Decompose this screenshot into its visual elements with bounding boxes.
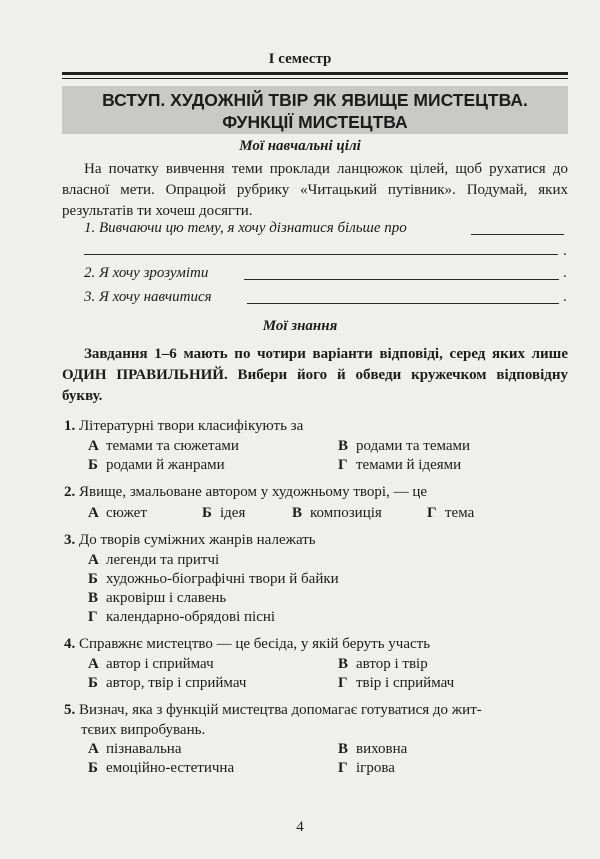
question-2 bbox=[64, 482, 568, 502]
q2-option-v[interactable]: В композиція bbox=[292, 505, 382, 521]
q1-option-b[interactable]: Б родами й жанрами bbox=[88, 457, 225, 473]
knowledge-heading: Мої знання bbox=[262, 318, 338, 334]
question-3 bbox=[64, 530, 568, 550]
q3-option-g[interactable]: Г календарно-обрядові пісні bbox=[88, 609, 276, 625]
q2-option-a[interactable]: А сюжет bbox=[88, 505, 147, 521]
page-number: 4 bbox=[296, 819, 304, 835]
goal-item-2-label: 2. Я хочу зрозуміти bbox=[84, 265, 209, 281]
question-1-number: 1. bbox=[64, 418, 76, 434]
q4-option-a[interactable]: А автор і сприймач bbox=[88, 656, 214, 672]
goal-item-2-dot: . bbox=[563, 265, 567, 281]
question-3-number: 3. bbox=[64, 532, 76, 548]
question-5-number: 5. bbox=[64, 702, 76, 718]
question-5-text-line1: Визнач, яка з функцій мистецтва допомагає готуватися до жит- bbox=[79, 702, 482, 718]
topic-title-box bbox=[62, 86, 568, 134]
question-5 bbox=[64, 700, 568, 740]
task-instructions: Завдання 1–6 мають по чотири варіанти відповіді, серед яких лише ОДИН ПРАВИЛЬНИЙ. Вибери його й обведи кружечком відповідну букву. bbox=[62, 346, 568, 404]
q5-option-a[interactable]: А пізнавальна bbox=[88, 741, 182, 757]
q5-option-g[interactable]: Г ігрова bbox=[338, 760, 395, 776]
header-rule-thin bbox=[62, 78, 568, 79]
q3-option-v[interactable]: В акровірш і славень bbox=[88, 590, 227, 606]
q4-option-b[interactable]: Б автор, твір і сприймач bbox=[88, 675, 247, 691]
goal-item-1 bbox=[84, 220, 568, 240]
goal-item-2-blank[interactable] bbox=[244, 265, 559, 280]
question-2-text: Явище, змальоване автором у художньому творі, — це bbox=[79, 484, 428, 500]
q2-option-b[interactable]: Б ідея bbox=[202, 505, 246, 521]
q1-option-g[interactable]: Г темами й ідеями bbox=[338, 457, 462, 473]
q5-option-b[interactable]: Б емоційно-естетична bbox=[88, 760, 235, 776]
question-4-number: 4. bbox=[64, 636, 76, 652]
q3-option-a[interactable]: А легенди та притчі bbox=[88, 552, 220, 568]
q4-option-g[interactable]: Г твір і сприймач bbox=[338, 675, 455, 691]
q1-option-v[interactable]: В родами та темами bbox=[338, 438, 471, 454]
question-4-text: Справжнє мистецтво — це бесіда, у якій беруть участь bbox=[79, 636, 431, 652]
goals-heading: Мої навчальні цілі bbox=[239, 138, 361, 154]
goal-item-1-dot: . bbox=[563, 243, 567, 259]
goal-item-2 bbox=[84, 265, 568, 285]
goal-item-3 bbox=[84, 289, 568, 309]
goal-item-3-blank[interactable] bbox=[247, 289, 559, 304]
goal-item-3-label: 3. Я хочу навчитися bbox=[84, 289, 212, 305]
q2-option-g[interactable]: Г тема bbox=[427, 505, 475, 521]
goal-item-3-dot: . bbox=[563, 289, 567, 305]
goals-intro: На початку вивчення теми проклади ланцюжок цілей, щоб рухатися до власної мети. Опрацюй рубрику «Читацький путівник». Подумай, яких результатів ти хочеш досягти. bbox=[62, 161, 568, 219]
semester-header: І семестр bbox=[268, 51, 332, 67]
topic-title-line1: ВСТУП. ХУДОЖНІЙ ТВІР ЯК ЯВИЩЕ МИСТЕЦТВА. bbox=[102, 90, 528, 110]
question-1 bbox=[64, 416, 568, 436]
question-1-text: Літературні твори класифікують за bbox=[79, 418, 304, 434]
header-rule-thick bbox=[62, 72, 568, 75]
goal-item-1-blank-line2[interactable] bbox=[84, 240, 558, 255]
q4-option-v[interactable]: В автор і твір bbox=[338, 656, 428, 672]
q5-option-v[interactable]: В виховна bbox=[338, 741, 408, 757]
q1-option-a[interactable]: А темами та сюжетами bbox=[88, 438, 239, 454]
goal-item-1-blank[interactable] bbox=[471, 220, 564, 235]
question-3-text: До творів суміжних жанрів належать bbox=[79, 532, 316, 548]
goal-item-1-label: 1. Вивчаючи цю тему, я хочу дізнатися більше про bbox=[84, 220, 407, 236]
question-4 bbox=[64, 634, 568, 654]
question-2-number: 2. bbox=[64, 484, 76, 500]
q3-option-b[interactable]: Б художньо-біографічні твори й байки bbox=[88, 571, 339, 587]
topic-title-line2: ФУНКЦІЇ МИСТЕЦТВА bbox=[222, 112, 408, 132]
question-5-text-line2: тєвих випробувань. bbox=[81, 722, 206, 738]
